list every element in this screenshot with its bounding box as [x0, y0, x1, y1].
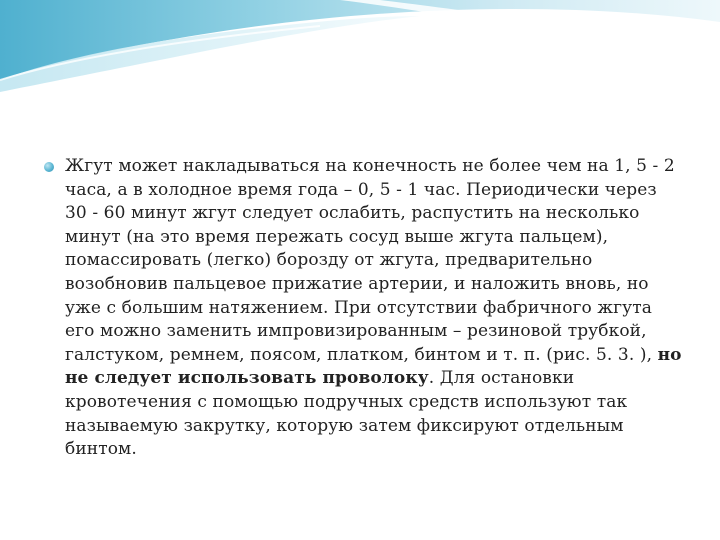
paragraph-text-part1: Жгут может накладываться на конечность не более чем на 1, 5 - 2 часа, а в холодное время года – 0, 5 - 1 час. Периодически через 30 - 60 минут жгут следует ослабить, распустить на несколько минут (на это время пережать сосуд выше жгута пальцем), помассировать (легко) борозду от жгута, предварительно возобновив пальцевое прижатие артерии, и наложить вновь, но уже с большим натяжением. При отсутствии фабричного жгута его можно заменить импровизированным – резиновой трубкой, галстуком, ремнем, поясом, платком, бинтом и т. п. (рис. 5. 3. ),	[65, 156, 675, 365]
paragraph-text-part2: . Для остановки кровотечения с помощью подручных средств используют так называемую закрутку, которую затем фиксируют отдельным бинтом.	[65, 368, 628, 460]
content-area	[44, 155, 684, 462]
bullet-dot-icon	[44, 162, 54, 172]
header-wave-decoration	[0, 0, 720, 110]
bullet-paragraph	[65, 155, 684, 462]
paragraph-bold-warning: но не следует использовать проволоку	[65, 344, 682, 389]
bullet-item	[44, 155, 684, 462]
